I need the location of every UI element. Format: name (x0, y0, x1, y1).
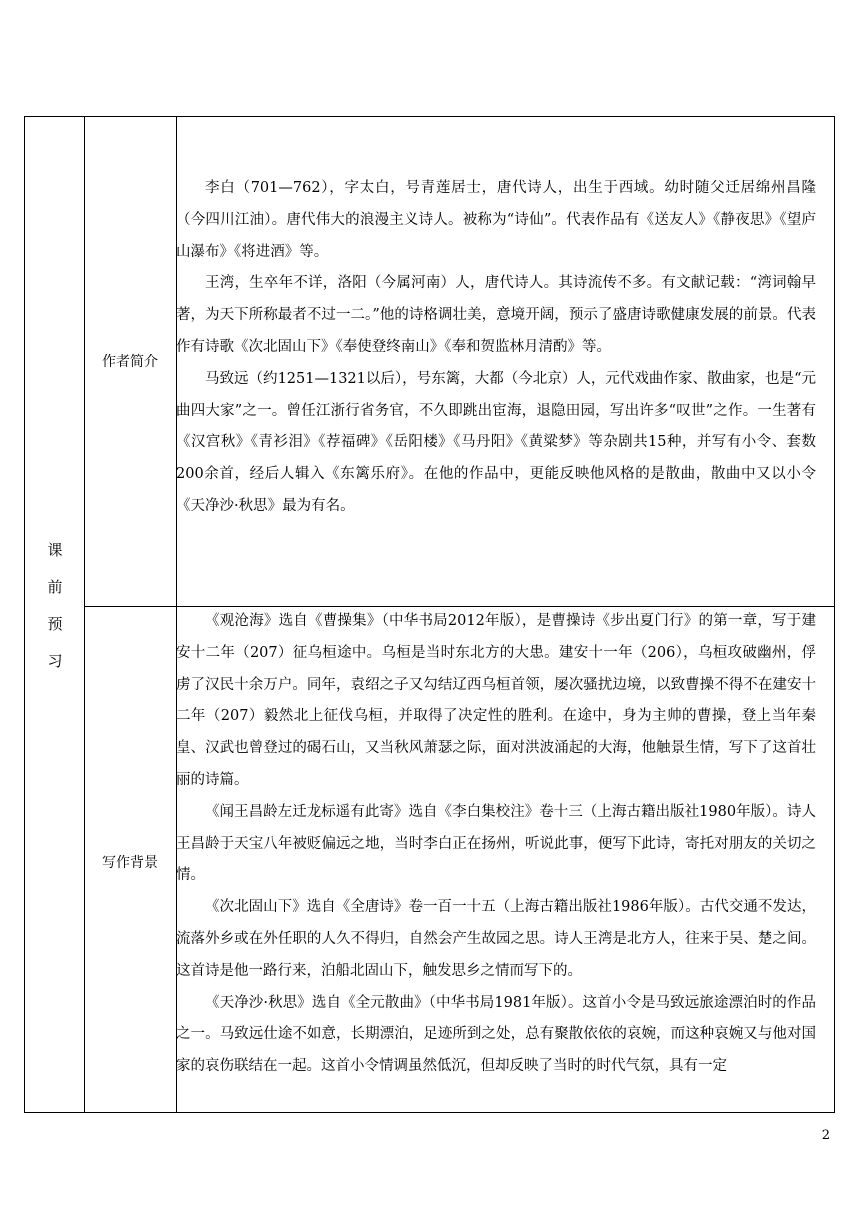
paragraph-ma-zhiyuan: 马致远（约1251—1321以后），号东篱，大都（今北京）人，元代戏曲作家、散曲家，也是“元曲四大家”之一。曾任江浙行省务官，不久即跳出宦海，退隐田园，写出许多“叹世”之作。一生著有《汉宫秋》《青衫泪》《荐福碑》《岳阳楼》《马丹阳》《黄粱梦》等杂剧共15种，并写有小令、套数200余首，经后人辑入《东篱乐府》。在他的作品中，更能反映他风格的是散曲，散曲中又以小令《天净沙·秋思》最为有名。 (176, 370, 816, 514)
paragraph-tianjingsha: 《天净沙·秋思》选自《全元散曲》（中华书局1981年版）。这首小令是马致远旅途漂泊时的作品之一。马致远仕途不如意，长期漂泊，足迹所到之处，总有聚散依依的哀婉，而这种哀婉又与他对国家的哀伤联结在一起。这首小令情调虽然低沉，但却反映了当时的时代气氛，具有一定 (176, 994, 816, 1075)
section-label-char: 前 (47, 578, 63, 596)
writing-background-content (176, 606, 816, 1083)
row-label-author-intro: 作者简介 (102, 354, 158, 370)
section-label-preview (25, 532, 85, 680)
section-label-char: 预 (47, 615, 63, 633)
section-label-char: 习 (47, 652, 63, 670)
paragraph-wen-wangchangling: 《闻王昌龄左迁龙标遥有此寄》选自《李白集校注》卷十三（上海古籍出版社1980年版）。诗人王昌龄于天宝八年被贬偏远之地，当时李白正在扬州，听说此事，便写下此诗，寄托对朋友的关切之情。 (176, 803, 816, 884)
section-label-char: 课 (47, 541, 63, 559)
author-intro-content (176, 173, 816, 523)
paragraph-ci-beigushan: 《次北固山下》选自《全唐诗》卷一百一十五（上海古籍出版社1986年版）。古代交通不发达，流落外乡或在外任职的人久不得归，自然会产生故园之思。诗人王湾是北方人，往来于吴、楚之间。这首诗是他一路行来，泊船北固山下，触发思乡之情而写下的。 (176, 899, 816, 979)
paragraph-wang-wan: 王湾，生卒年不详，洛阳（今属河南）人，唐代诗人。其诗流传不多。有文献记载：“湾词翰早著，为天下所称最者不过一二。”他的诗格调壮美，意境开阔，预示了盛唐诗歌健康发展的前景。代表作有诗歌《次北固山下》《奉使登终南山》《奉和贺监林月清酌》等。 (176, 275, 816, 355)
row-label-writing-background: 写作背景 (102, 855, 158, 871)
paragraph-guan-canghai: 《观沧海》选自《曹操集》（中华书局2012年版），是曹操诗《步出夏门行》的第一章，写于建安十二年（207）征乌桓途中。乌桓是当时东北方的大患。建安十一年（206），乌桓攻破幽州，俘虏了汉民十余万户。同年，袁绍之子又勾结辽西乌桓首领，屡次骚扰边境，以致曹操不得不在建安十二年（207）毅然北上征伐乌桓，并取得了决定性的胜利。在途中，身为主帅的曹操，登上当年秦皇、汉武也曾登过的碣石山，又当秋风萧瑟之际，面对洪波涌起的大海，他触景生情，写下了这首壮丽的诗篇。 (176, 613, 816, 788)
paragraph-li-bai: 李白（701—762），字太白，号青莲居士，唐代诗人，出生于西域。幼时随父迁居绵州昌隆（今四川江油）。唐代伟大的浪漫主义诗人。被称为“诗仙”。代表作品有《送友人》《静夜思》《望庐山瀑布》《将进酒》等。 (176, 180, 816, 260)
page-number: 2 (821, 1128, 830, 1143)
